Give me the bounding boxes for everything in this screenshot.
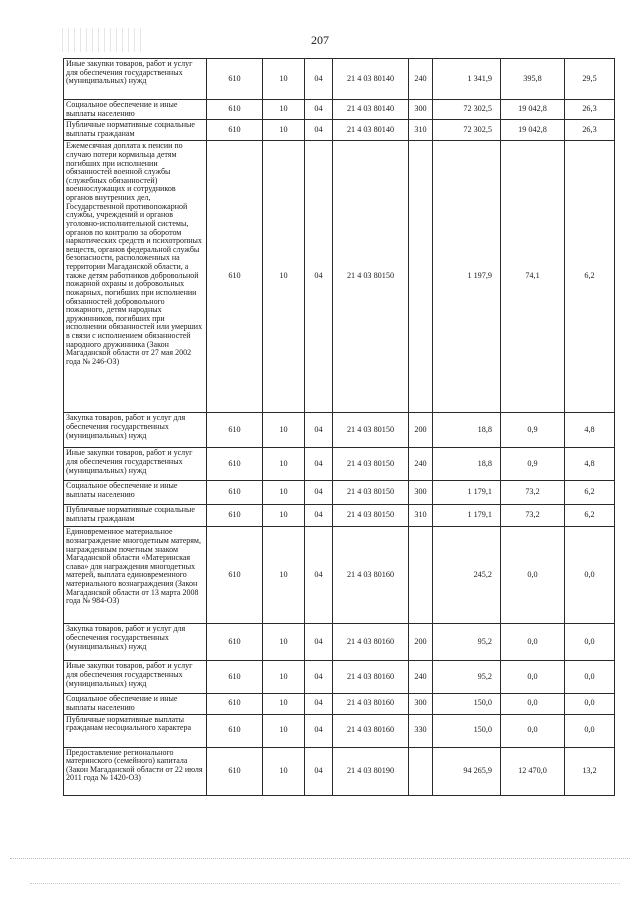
row-admin-code: 610: [207, 661, 263, 694]
row-target-code: 21 4 03 80160: [333, 694, 409, 714]
row-description: Иные закупки товаров, работ и услуг для обеспечения государственных (муниципальных) нужд: [64, 661, 207, 694]
row-subsection: 04: [305, 141, 333, 413]
row-subsection: 04: [305, 505, 333, 527]
row-percent: 4,8: [565, 413, 615, 448]
row-expense-type: 310: [409, 120, 433, 141]
row-expense-type: [409, 141, 433, 413]
row-target-code: 21 4 03 80160: [333, 661, 409, 694]
row-section: 10: [263, 141, 305, 413]
row-description: Иные закупки товаров, работ и услуг для обеспечения государственных (муниципальных) нужд: [64, 59, 207, 100]
row-description: Закупка товаров, работ и услуг для обеспечения государственных (муниципальных) нужд: [64, 624, 207, 661]
row-actual-amount: 0,0: [501, 527, 565, 624]
row-percent: 0,0: [565, 694, 615, 714]
row-description: Закупка товаров, работ и услуг для обеспечения государственных (муниципальных) нужд: [64, 413, 207, 448]
row-expense-type: 200: [409, 624, 433, 661]
table-row: [64, 694, 615, 714]
table-row: [64, 661, 615, 694]
row-section: 10: [263, 747, 305, 795]
row-percent: 6,2: [565, 481, 615, 505]
row-target-code: 21 4 03 80140: [333, 120, 409, 141]
row-expense-type: 200: [409, 413, 433, 448]
row-target-code: 21 4 03 80150: [333, 448, 409, 481]
row-admin-code: 610: [207, 481, 263, 505]
row-description: Иные закупки товаров, работ и услуг для обеспечения государственных (муниципальных) нужд: [64, 448, 207, 481]
row-target-code: 21 4 03 80150: [333, 141, 409, 413]
table-row: [64, 747, 615, 795]
row-actual-amount: 0,9: [501, 413, 565, 448]
row-plan-amount: 245,2: [433, 527, 501, 624]
row-section: 10: [263, 714, 305, 747]
row-target-code: 21 4 03 80140: [333, 100, 409, 120]
row-subsection: 04: [305, 661, 333, 694]
row-plan-amount: 1 341,9: [433, 59, 501, 100]
budget-table: [63, 58, 615, 796]
row-section: 10: [263, 100, 305, 120]
row-percent: 29,5: [565, 59, 615, 100]
row-expense-type: 240: [409, 448, 433, 481]
table-row: [64, 624, 615, 661]
row-admin-code: 610: [207, 141, 263, 413]
row-plan-amount: 1 197,9: [433, 141, 501, 413]
row-plan-amount: 95,2: [433, 661, 501, 694]
row-target-code: 21 4 03 80150: [333, 505, 409, 527]
row-subsection: 04: [305, 481, 333, 505]
row-percent: 26,3: [565, 100, 615, 120]
row-description: Единовременное материальное вознаграждение многодетным матерям, награжденным почетным знаком Магаданской области «Материнская слава» для награждения многодетных матерей, выплата единовременного материального вознаграждения (Закон Магаданской области от 13 марта 2008 года № 984-ОЗ): [64, 527, 207, 624]
row-description: Ежемесячная доплата к пенсии по случаю потери кормильца детям погибших при исполнении обязанностей военной службы (служебных обязанностей) военнослужащих и сотрудников органов внутренних дел, Государственной противопожарной службы, учреждений и органов уголовно-исполнительной системы, органов по контролю за оборотом наркотических средств и психотропных веществ, органов федеральной службы безопасности, расположенных на территории Магаданской области, а также детям работников добровольной пожарной охраны и добровольных пожарных, погибших при исполнении обязанностей добровольного пожарного, детям народных дружинников, погибших при исполнении обязанностей или умерших в связи с исполнением обязанностей народного дружинника (Закон Магаданской области от 27 мая 2002 года № 246-ОЗ): [64, 141, 207, 413]
row-description: Публичные нормативные социальные выплаты гражданам: [64, 505, 207, 527]
table-row: [64, 505, 615, 527]
row-section: 10: [263, 624, 305, 661]
scan-edge-line: [30, 883, 620, 884]
row-description: Публичные нормативные социальные выплаты гражданам: [64, 120, 207, 141]
row-admin-code: 610: [207, 527, 263, 624]
row-section: 10: [263, 661, 305, 694]
row-actual-amount: 0,0: [501, 694, 565, 714]
row-subsection: 04: [305, 714, 333, 747]
row-admin-code: 610: [207, 505, 263, 527]
row-description: Социальное обеспечение и иные выплаты населению: [64, 481, 207, 505]
row-description: Публичные нормативные выплаты гражданам несоциального характера: [64, 714, 207, 747]
row-description: Предоставление регионального материнского (семейного) капитала (Закон Магаданской области от 22 июля 2011 года № 1420-ОЗ): [64, 747, 207, 795]
table-row: [64, 527, 615, 624]
row-plan-amount: 150,0: [433, 694, 501, 714]
row-target-code: 21 4 03 80160: [333, 624, 409, 661]
row-subsection: 04: [305, 413, 333, 448]
row-target-code: 21 4 03 80160: [333, 714, 409, 747]
row-percent: 13,2: [565, 747, 615, 795]
row-expense-type: 310: [409, 505, 433, 527]
row-admin-code: 610: [207, 714, 263, 747]
row-target-code: 21 4 03 80190: [333, 747, 409, 795]
row-admin-code: 610: [207, 624, 263, 661]
table-row: [64, 100, 615, 120]
row-actual-amount: 73,2: [501, 505, 565, 527]
row-percent: 6,2: [565, 505, 615, 527]
row-percent: 26,3: [565, 120, 615, 141]
row-target-code: 21 4 03 80160: [333, 527, 409, 624]
row-plan-amount: 1 179,1: [433, 481, 501, 505]
row-subsection: 04: [305, 120, 333, 141]
row-target-code: 21 4 03 80150: [333, 413, 409, 448]
row-subsection: 04: [305, 747, 333, 795]
row-section: 10: [263, 481, 305, 505]
row-percent: 0,0: [565, 624, 615, 661]
table-row: [64, 413, 615, 448]
row-percent: 0,0: [565, 527, 615, 624]
row-plan-amount: 1 179,1: [433, 505, 501, 527]
row-description: Социальное обеспечение и иные выплаты населению: [64, 694, 207, 714]
table-row: [64, 141, 615, 413]
row-admin-code: 610: [207, 694, 263, 714]
row-subsection: 04: [305, 624, 333, 661]
row-expense-type: 300: [409, 100, 433, 120]
table-row: [64, 481, 615, 505]
page-number: 207: [311, 33, 329, 47]
row-actual-amount: 0,9: [501, 448, 565, 481]
row-actual-amount: 0,0: [501, 624, 565, 661]
row-admin-code: 610: [207, 448, 263, 481]
row-section: 10: [263, 59, 305, 100]
row-percent: 6,2: [565, 141, 615, 413]
row-expense-type: 240: [409, 661, 433, 694]
row-plan-amount: 150,0: [433, 714, 501, 747]
row-subsection: 04: [305, 100, 333, 120]
row-description: Социальное обеспечение и иные выплаты населению: [64, 100, 207, 120]
row-actual-amount: 19 042,8: [501, 120, 565, 141]
row-plan-amount: 95,2: [433, 624, 501, 661]
row-subsection: 04: [305, 59, 333, 100]
row-target-code: 21 4 03 80140: [333, 59, 409, 100]
row-section: 10: [263, 527, 305, 624]
row-actual-amount: 73,2: [501, 481, 565, 505]
table-row: [64, 120, 615, 141]
row-admin-code: 610: [207, 413, 263, 448]
row-expense-type: 300: [409, 694, 433, 714]
row-section: 10: [263, 413, 305, 448]
row-actual-amount: 74,1: [501, 141, 565, 413]
row-admin-code: 610: [207, 120, 263, 141]
row-section: 10: [263, 694, 305, 714]
row-plan-amount: 72 302,5: [433, 120, 501, 141]
row-percent: 0,0: [565, 714, 615, 747]
row-expense-type: 330: [409, 714, 433, 747]
table-row: [64, 448, 615, 481]
row-admin-code: 610: [207, 747, 263, 795]
row-actual-amount: 0,0: [501, 714, 565, 747]
row-admin-code: 610: [207, 59, 263, 100]
row-expense-type: [409, 747, 433, 795]
scan-edge-line: [10, 858, 630, 859]
row-percent: 0,0: [565, 661, 615, 694]
row-percent: 4,8: [565, 448, 615, 481]
row-section: 10: [263, 505, 305, 527]
row-expense-type: 300: [409, 481, 433, 505]
row-actual-amount: 0,0: [501, 661, 565, 694]
row-admin-code: 610: [207, 100, 263, 120]
row-plan-amount: 18,8: [433, 413, 501, 448]
row-actual-amount: 12 470,0: [501, 747, 565, 795]
row-actual-amount: 395,8: [501, 59, 565, 100]
row-plan-amount: 18,8: [433, 448, 501, 481]
row-subsection: 04: [305, 448, 333, 481]
row-expense-type: 240: [409, 59, 433, 100]
table-row: [64, 714, 615, 747]
row-section: 10: [263, 448, 305, 481]
row-actual-amount: 19 042,8: [501, 100, 565, 120]
row-expense-type: [409, 527, 433, 624]
row-section: 10: [263, 120, 305, 141]
row-subsection: 04: [305, 527, 333, 624]
table-row: [64, 59, 615, 100]
row-plan-amount: 94 265,9: [433, 747, 501, 795]
row-subsection: 04: [305, 694, 333, 714]
row-plan-amount: 72 302,5: [433, 100, 501, 120]
row-target-code: 21 4 03 80150: [333, 481, 409, 505]
